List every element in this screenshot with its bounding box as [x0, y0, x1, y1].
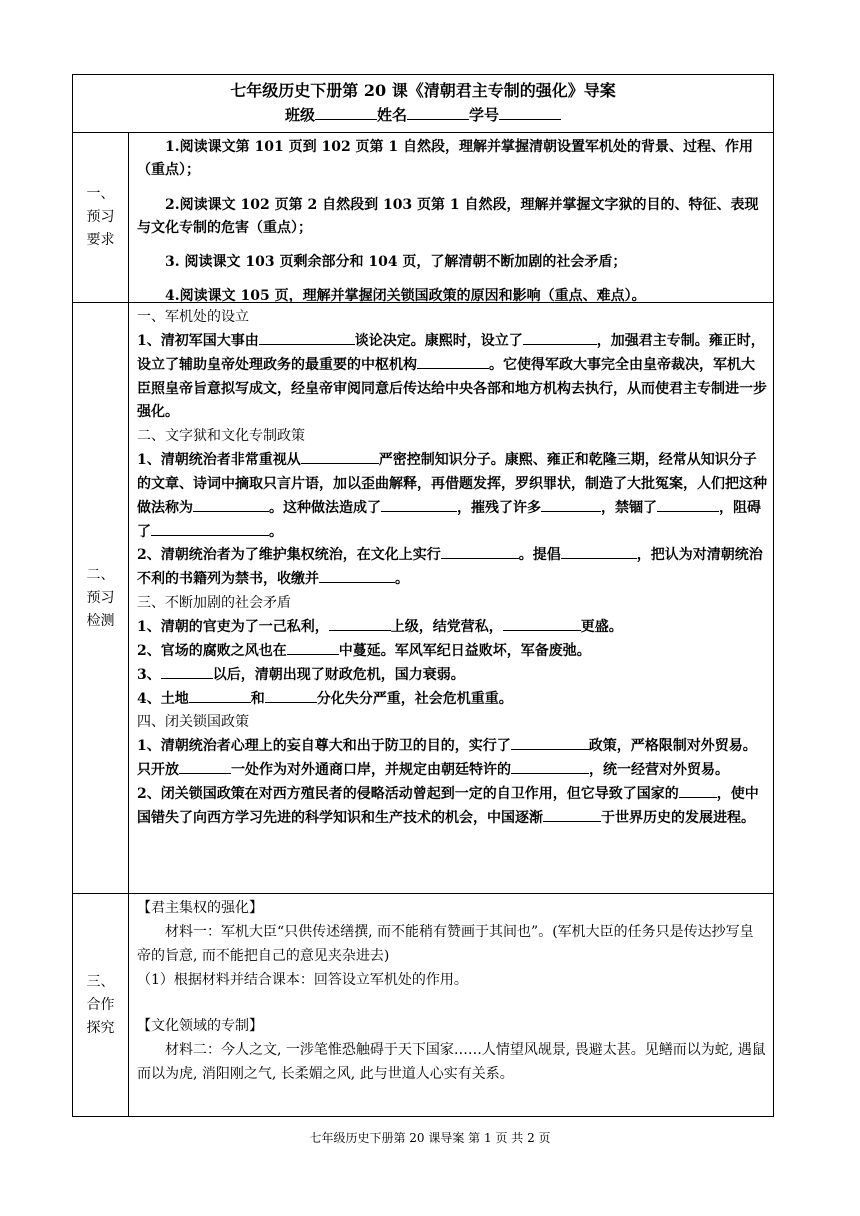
question-text: （1）根据材料并结合课本：回答设立军机处的作用。: [137, 972, 468, 988]
id-blank[interactable]: [499, 106, 561, 120]
requirement-item: 4.阅读课文 105 页，理解并掌握闭关锁国政策的原因和影响（重点、难点）。: [165, 288, 646, 305]
fill-blank[interactable]: [511, 760, 589, 774]
fill-in-paragraph: 2、官场的腐败之风也在 中蔓延。军风军纪日益败坏，军备废弛。: [137, 642, 591, 659]
fill-blank[interactable]: [193, 498, 269, 512]
fill-in-paragraph: 1、清朝的官吏为了一己私利， 上级，结党营私， 更盛。: [137, 618, 623, 635]
fill-blank[interactable]: [503, 617, 581, 631]
material-text: 材料一：军机大臣“只供传述缮撰, 而不能稍有赞画于其间也”。(军机大臣的任务只是传达抄写皇帝的旨意, 而不能把自己的意见夹杂进去): [137, 924, 754, 964]
subheading: 一、军机处的设立: [137, 309, 249, 325]
section-body: [129, 133, 773, 305]
subheading: 二、文字狱和文化专制政策: [137, 428, 305, 445]
requirement-item: 2.阅读课文 102 页第 2 自然段到 103 页第 1 自然段，理解并掌握文字狱的目的、特征、表现与文化专制的危害（重点）；: [137, 196, 759, 236]
fill-blank[interactable]: [543, 808, 601, 822]
fill-in-paragraph: 3、 以后，清朝出现了财政危机，国力衰弱。: [137, 666, 465, 683]
fill-blank[interactable]: [161, 665, 213, 679]
subheading: 四、闭关锁国政策: [137, 714, 249, 731]
fill-blank[interactable]: [381, 498, 457, 512]
section-label: 三、 合作 探究: [73, 894, 129, 1116]
fill-blank[interactable]: [287, 641, 339, 655]
worksheet-header: [73, 75, 773, 133]
fill-blank[interactable]: [189, 689, 251, 703]
worksheet-table: [72, 74, 774, 1117]
section-cooperative-inquiry: [73, 894, 773, 1116]
section-preview-check: [73, 303, 773, 894]
page-title: 七年级历史下册第 20 课《清朝君主专制的强化》导案: [230, 81, 616, 100]
fill-blank[interactable]: [523, 331, 597, 345]
material-text: 材料二：今人之文, 一涉笔惟恐触碍于天下国家……人情望风觇景, 畏避太甚。见鳝而以为蛇, 遇鼠而以为虎, 消阳刚之气, 长柔媚之风, 此与世道人心实有关系。: [137, 1042, 766, 1082]
topic-heading: 【文化领域的专制】: [137, 1018, 263, 1034]
section-body: [129, 303, 773, 893]
fill-in-paragraph: 1、清初军国大事由 谈论决定。康熙时，设立了 ，加强君主专制。雍正时，设立了辅助皇帝处理政务的最重要的中枢机构 。它使得军政大事完全由皇帝裁决，军机大臣照皇帝旨意拟写成文，经皇帝审阅同意后传达给中央各部和地方机构去执行，从而使君主专制进一步强化。: [137, 332, 767, 421]
fill-in-paragraph: 2、清朝统治者为了维护集权统治，在文化上实行 。提倡 ，把认为对清朝统治不利的书籍列为禁书，收缴并 。: [137, 547, 763, 588]
fill-blank[interactable]: [679, 784, 717, 798]
section-label: 一、 预习 要求: [73, 133, 129, 302]
name-blank[interactable]: [407, 106, 469, 120]
fill-blank[interactable]: [319, 569, 395, 583]
section-preview-requirements: [73, 133, 773, 303]
requirement-item: 1.阅读课文第 101 页到 102 页第 1 自然段，理解并掌握清朝设置军机处的背景、过程、作用（重点）；: [137, 139, 754, 179]
fill-blank[interactable]: [561, 545, 637, 559]
class-label: 班级: [284, 106, 315, 124]
requirement-item: 3. 阅读课文 103 页剩余部分和 104 页，了解清朝不断加剧的社会矛盾；: [165, 254, 627, 271]
student-info-line: [73, 103, 773, 127]
fill-blank[interactable]: [329, 617, 391, 631]
fill-blank[interactable]: [265, 689, 317, 703]
class-blank[interactable]: [315, 106, 377, 120]
fill-blank[interactable]: [179, 760, 231, 774]
fill-blank[interactable]: [541, 498, 601, 512]
fill-blank[interactable]: [657, 498, 719, 512]
page-footer: 七年级历史下册第 20 课导案 第 1 页 共 2 页: [309, 1131, 551, 1145]
name-label: 姓名: [376, 106, 407, 124]
fill-in-paragraph: 1、清朝统治者心理上的妄自尊大和出于防卫的目的，实行了 政策，严格限制对外贸易。只开放 一处作为对外通商口岸，并规定由朝廷特许的 ，统一经营对外贸易。: [137, 738, 757, 779]
fill-in-paragraph: 2、闭关锁国政策在对西方殖民者的侵略活动曾起到一定的自卫作用，但它导致了国家的 ，使中国错失了向西方学习先进的科学知识和生产技术的机会，中国逐渐 于世界历史的发展进程。: [137, 785, 759, 826]
fill-blank[interactable]: [511, 736, 589, 750]
fill-blank[interactable]: [151, 522, 269, 536]
fill-blank[interactable]: [301, 450, 379, 464]
fill-in-paragraph: 4、土地 和 分化失分严重，社会危机重重。: [137, 690, 513, 707]
fill-blank[interactable]: [441, 545, 519, 559]
id-label: 学号: [469, 106, 500, 124]
section-body: [129, 894, 773, 1116]
fill-blank[interactable]: [259, 331, 355, 345]
section-label: 二、 预习 检测: [73, 303, 129, 893]
answer-space[interactable]: [137, 992, 767, 1014]
topic-heading: 【君主集权的强化】: [137, 900, 263, 916]
fill-blank[interactable]: [417, 355, 489, 369]
fill-in-paragraph: 1、清朝统治者非常重视从 严密控制知识分子。康熙、雍正和乾隆三期，经常从知识分子的文章、诗词中摘取只言片语，加以歪曲解释，再借题发挥，罗织罪状，制造了大批冤案，人们把这种做法称为 。这种做法造成了 ，摧残了许多 ，禁锢了 ，阻碍了 。: [137, 452, 767, 540]
subheading: 三、不断加剧的社会矛盾: [137, 595, 291, 612]
